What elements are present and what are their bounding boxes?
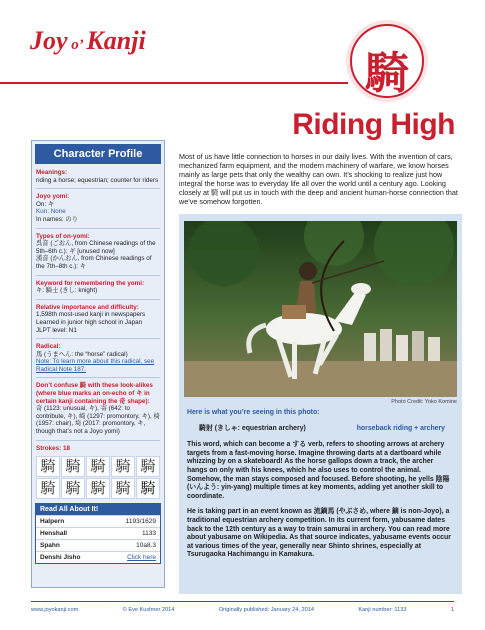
header-rule xyxy=(0,82,348,84)
header-kanji-badge xyxy=(350,24,424,98)
divider xyxy=(36,338,160,339)
radical-label: Radical: xyxy=(36,343,61,351)
joyo-kanji-logo: Joy o’ Kanji xyxy=(30,26,146,55)
divider xyxy=(36,188,160,189)
footer-copyright: © Eve Kushner 2014 xyxy=(122,607,175,613)
photo-caption xyxy=(187,409,455,567)
archer-on-horse-image xyxy=(184,221,457,397)
importance-2: Learned in junior high school in Japan xyxy=(36,318,143,326)
page-footer xyxy=(31,601,454,615)
term-row xyxy=(187,425,455,434)
reference-row xyxy=(36,539,160,551)
keyword-label: Keyword for remembering the yomi: xyxy=(36,279,145,287)
stroke-step: 騎 xyxy=(61,478,85,499)
meanings-label: Meanings: xyxy=(36,169,68,176)
reference-value: 10a8.3 xyxy=(136,542,156,550)
divider xyxy=(36,275,160,276)
caption-heading: Here is what you’re seeing in this photo: xyxy=(187,409,320,416)
stroke-step: 騎 xyxy=(86,456,110,477)
stroke-step: 騎 xyxy=(136,478,160,499)
divider xyxy=(36,228,160,229)
stroke-step: 騎 xyxy=(36,478,60,499)
reference-name: Denshi Jisho xyxy=(40,554,81,562)
radical-note-link[interactable]: Note: To learn more about this radical, see Radical Note 187. xyxy=(36,358,155,373)
yomi-label: Joyo yomi: xyxy=(36,193,70,201)
footer-kanji-number: Kanji number: 1133 xyxy=(358,607,407,613)
strokes-section xyxy=(32,443,164,455)
divider xyxy=(36,377,160,378)
reference-row xyxy=(36,551,160,563)
type-2: 漢音 (かんおん, from Chinese readings of the 7th–8th c.): キ xyxy=(36,255,152,270)
caption-paragraph-1: This word, which can become a する verb, refers to shooting arrows at archery targets from a fast-moving horse. Imagine throwing darts at a dartboard while whizzing by on a skateboard! As the horse gallops down a track, the archer hangs on only with his knees, which he also uses to control the animal. Somehow, the man stays composed and focused. Before shooting, he yells 陰陽 (いんよう: yin-yang) multiple times at key moments, adding yet another skill to coordinate. xyxy=(187,441,450,500)
stroke-step: 騎 xyxy=(111,456,135,477)
importance-1: 1,598th most-used kanji in newspapers xyxy=(36,311,146,319)
footer-published: Originally published: January 24, 2014 xyxy=(218,607,314,613)
stroke-order-grid xyxy=(36,456,160,499)
photo-credit: Photo Credit: Yoko Komine xyxy=(391,399,457,405)
importance-3: JLPT level: N1 xyxy=(36,326,77,334)
type-1: 呉音 (ごおん, from Chinese readings of the 5th–6th c.): ギ [unused now] xyxy=(36,240,156,255)
reference-row xyxy=(36,515,160,527)
confuse-section xyxy=(32,380,164,437)
radical-section xyxy=(32,341,164,375)
references-box xyxy=(35,503,161,564)
keyword-text: キ: 騎士 (きし: knight) xyxy=(36,287,98,295)
strokes-label: Strokes: 18 xyxy=(36,444,70,452)
meanings-text: riding a horse; equestrian; counter for riders xyxy=(36,176,159,184)
kun-yomi: Kun: None xyxy=(36,208,66,216)
importance-section xyxy=(32,302,164,336)
page-title: Riding High xyxy=(292,108,455,141)
yomi-section xyxy=(32,191,164,225)
denshi-jisho-link[interactable]: Click here xyxy=(127,554,156,562)
caption-paragraph-2: He is taking part in an event known as 流鏑馬 (やぶさめ, where 鏑 is non-Joyo), a traditional equestrian archery competition. In its current form, yabusame dates back to the 12th century as a way to train samurai in archery. You can read more about yabusame on Wikipedia. As that source indicates, yabusame events occur at various times of the year, generally near Shinto shrines, especially at Tsurugaoka Hachimangu in Kamakura. xyxy=(187,508,451,559)
on-yomi: On: キ xyxy=(36,200,55,208)
footer-page-number: 1 xyxy=(450,607,454,613)
reference-name: Henshall xyxy=(40,530,68,538)
photo-panel xyxy=(179,214,462,594)
stroke-step: 騎 xyxy=(36,456,60,477)
sidebar-heading: Character Profile xyxy=(35,144,161,164)
keyword-section xyxy=(32,278,164,297)
confuse-text: 奇 (1123: unusual, キ), 寄 (642: to contribute, キ), 崎 (1297: promontory, キ), 椅 (1957: chair), 埼 (2017: promontory, キ, though that’s not a Joyo yomi) xyxy=(36,405,160,436)
stroke-step: 騎 xyxy=(111,478,135,499)
reference-value: 1193/1629 xyxy=(125,518,156,526)
character-profile-sidebar xyxy=(31,140,165,588)
term-japanese: 騎射 (きしゃ: equestrian archery) xyxy=(199,424,306,432)
reference-name: Spahn xyxy=(40,542,60,550)
header-kanji: 騎 xyxy=(365,48,409,99)
importance-label: Relative importance and difficulty: xyxy=(36,303,139,311)
types-label: Types of on-yomi: xyxy=(36,232,90,240)
name-yomi: In names: のり xyxy=(36,215,78,223)
footer-site[interactable]: www.joyokanji.com xyxy=(31,607,79,613)
intro-paragraph: Most of us have little connection to horses in our daily lives. With the invention of cars, mechanized farm equipment, and the modern machinery of warfare, we know horses mainly as large pets that only the wealthy can own. It’s shocking to realize just how integral the horse was to everyday life all over the world until a century ago. Looking closely at 騎 will put us in touch with the deep and ancient human-horse connection that we’ve somehow forgotten. xyxy=(179,152,458,206)
term-english: horseback riding + archery xyxy=(356,424,445,432)
divider xyxy=(36,440,160,441)
meanings-section xyxy=(32,167,164,186)
radical-text: 馬 (うまへん: the “horse” radical) xyxy=(36,350,128,358)
references-heading: Read All About It! xyxy=(36,504,160,515)
reference-value: 1133 xyxy=(142,530,156,538)
types-section xyxy=(32,231,164,273)
stroke-step: 騎 xyxy=(86,478,110,499)
reference-row xyxy=(36,527,160,539)
stroke-step: 騎 xyxy=(61,456,85,477)
reference-name: Halpern xyxy=(40,518,65,526)
divider xyxy=(36,299,160,300)
stroke-step: 騎 xyxy=(136,456,160,477)
confuse-label: Don’t confuse 騎 with these look-alikes (where blue marks an on-echo of キ in certain kanji containing the 奇 shape): xyxy=(36,382,153,405)
yabusame-photo xyxy=(184,221,457,397)
